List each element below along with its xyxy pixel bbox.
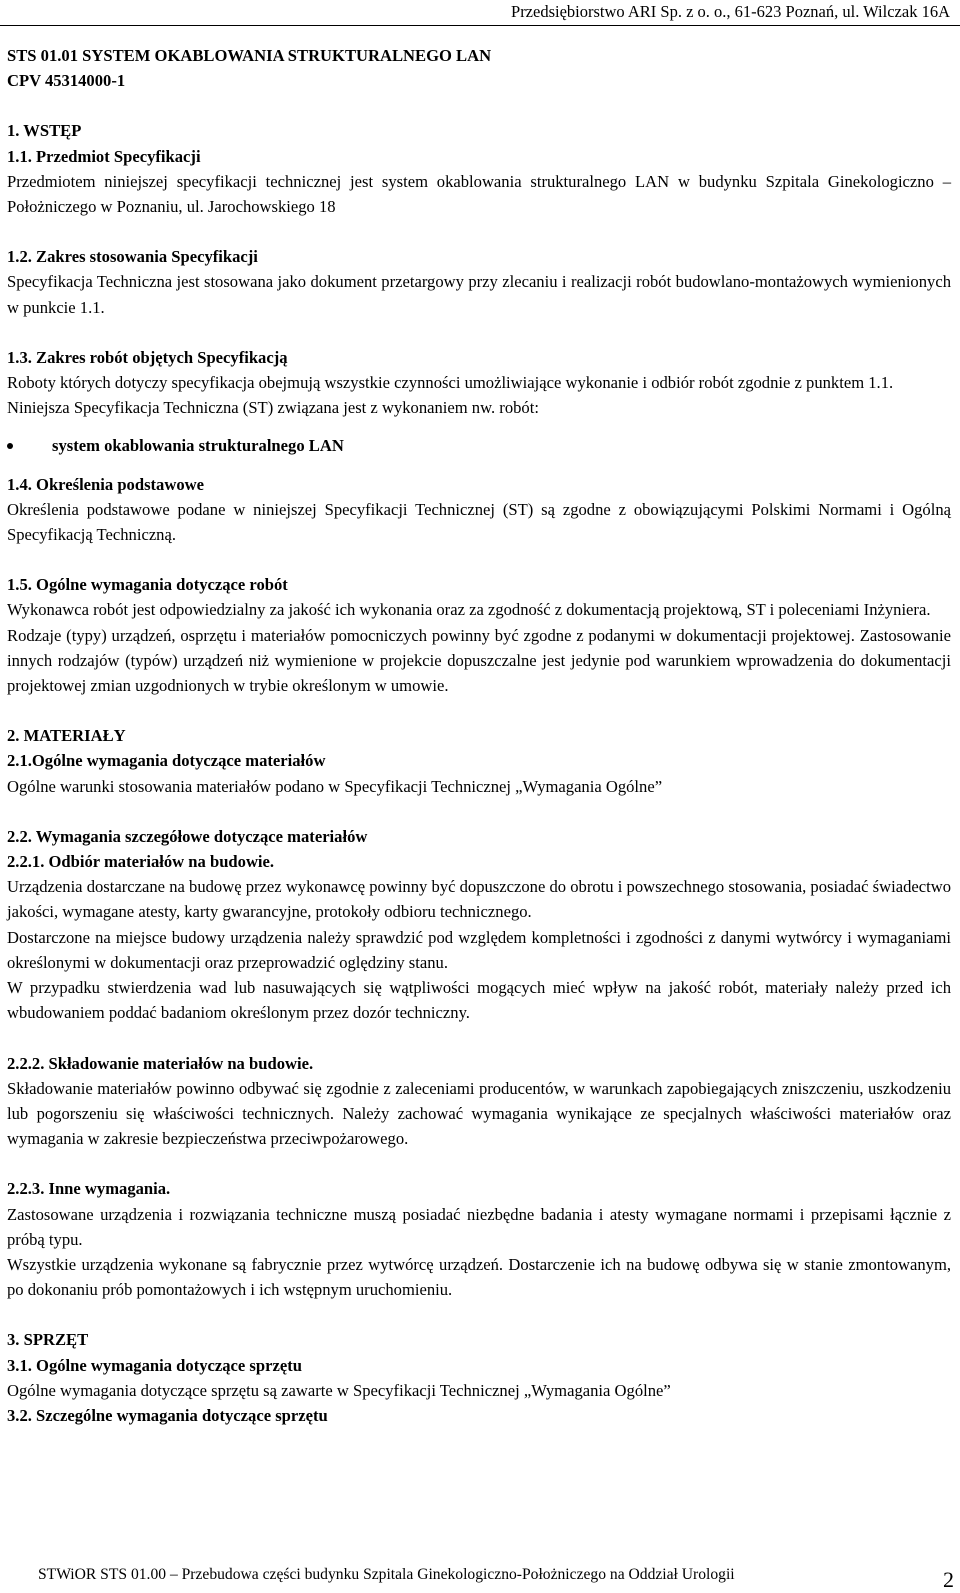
section-1-heading: 1. WSTĘP [7,121,82,141]
header-rule [0,25,960,26]
section-2-2-heading: 2.2. Wymagania szczegółowe dotyczące materiałów [7,826,368,846]
section-1-2-text: Specyfikacja Techniczna jest stosowana jako dokument przetargowy przy zlecaniu i realizacji robót budowlano-montażowych wymienionych w punkcie 1.1. [7,272,951,317]
section-2-2-3-text-2: Wszystkie urządzenia wykonane są fabrycznie przez wytwórcę urządzeń. Dostarczenie ich na budowę odbywa się w stanie zmontowanym, po dokonaniu prób pomontażowych i ich wstępnym uruchomieniu. [7,1254,951,1300]
section-1-1-heading: 1.1. Przedmiot Specyfikacji [7,146,201,166]
doc-title-line-2: CPV 45314000-1 [7,71,126,91]
bullet-text: system okablowania strukturalnego LAN [52,436,344,456]
section-1-5-text-1: Wykonawca robót jest odpowiedzialny za jakość ich wykonania oraz za zgodność z dokumentacją projektową, ST i poleceniami Inżyniera. [7,600,931,620]
section-2-2-1-text-1: Urządzenia dostarczane na budowę przez wykonawcę powinny być dopuszczone do obrotu i powszechnego stosowania, posiadać świadectwo jakości, wymagane atesty, karty gwarancyjne, protokoły odbioru technicznego. [7,877,951,922]
section-1-5-text-2: Rodzaje (typy) urządzeń, osprzętu i materiałów pomocniczych powinny być zgodne z podanymi w dokumentacji projektowej. Zastosowanie innych rodzajów (typów) urządzeń niż wymienione w projekcie dopuszczalne jest jedynie pod warunkiem wprowadzenia do dokumentacji projektowej zmian uzgodnionych w trybie określonym w umowie. [7,625,951,696]
section-1-5-heading: 1.5. Ogólne wymagania dotyczące robót [7,575,288,595]
bullet-icon [7,443,13,449]
section-1-2-heading: 1.2. Zakres stosowania Specyfikacji [7,247,258,267]
section-1-3-heading: 1.3. Zakres robót objętych Specyfikacją [7,347,288,367]
section-1-4-heading: 1.4. Określenia podstawowe [7,474,204,494]
section-2-2-1-heading: 2.2.1. Odbiór materiałów na budowie. [7,852,275,872]
page-number: 2 [943,1567,954,1592]
section-3-heading: 3. SPRZĘT [7,1330,89,1350]
section-2-2-2-heading: 2.2.2. Składowanie materiałów na budowie. [7,1053,314,1073]
section-2-1-text: Ogólne warunki stosowania materiałów podano w Specyfikacji Technicznej „Wymagania Ogólne” [7,776,663,796]
section-3-1-text: Ogólne wymagania dotyczące sprzętu są zawarte w Specyfikacji Technicznej „Wymagania Ogólne” [7,1380,671,1400]
section-2-2-3-text-1: Zastosowane urządzenia i rozwiązania techniczne muszą posiadać niezbędne badania i atesty wymagane normami i przepisami łącznie z próbą typu. [7,1204,951,1249]
section-2-1-heading: 2.1.Ogólne wymagania dotyczące materiałów [7,751,326,771]
section-3-1-heading: 3.1. Ogólne wymagania dotyczące sprzętu [7,1355,302,1375]
page-footer: STWiOR STS 01.00 – Przebudowa części budynku Szpitala Ginekologiczno-Położniczego na Oddział Urologii [38,1566,735,1583]
section-2-heading: 2. MATERIAŁY [7,726,126,746]
section-2-2-1-text-2: Dostarczone na miejsce budowy urządzenia należy sprawdzić pod względem kompletności i zgodności z danymi wytwórcy i wymaganiami określonymi w dokumentacji oraz przeprowadzić oględziny stanu. [7,927,951,972]
document-body [7,43,951,1428]
section-1-4-text: Określenia podstawowe podane w niniejszej Specyfikacji Technicznej (ST) są zgodne z obowiązującymi Polskimi Normami i Ogólną Specyfikacją Techniczną. [7,499,951,545]
section-1-3-text-1: Roboty których dotyczy specyfikacja obejmują wszystkie czynności umożliwiające wykonanie i odbiór robót zgodnie z punktem 1.1. [7,373,894,393]
doc-title-line-1: STS 01.01 SYSTEM OKABLOWANIA STRUKTURALNEGO LAN [7,46,492,65]
section-2-2-3-heading: 2.2.3. Inne wymagania. [7,1179,171,1199]
section-3-2-heading: 3.2. Szczególne wymagania dotyczące sprzętu [7,1405,328,1425]
bullet-item [7,433,951,458]
section-1-1-text: Przedmiotem niniejszej specyfikacji technicznej jest system okablowania strukturalnego LAN w budynku Szpitala Ginekologiczno – Położniczego w Poznaniu, ul. Jarochowskiego 18 [7,171,951,217]
page-header: Przedsiębiorstwo ARI Sp. z o. o., 61-623 Poznań, ul. Wilczak 16A [511,2,950,21]
section-1-3-text-2: Niniejsza Specyfikacja Techniczna (ST) związana jest z wykonaniem nw. robót: [7,398,539,418]
section-2-2-1-text-3: W przypadku stwierdzenia wad lub nasuwających się wątpliwości mogących mieć wpływ na jakość robót, materiały należy przed ich wbudowaniem poddać badaniom określonym przez dozór techniczny. [7,978,951,1023]
section-2-2-2-text: Składowanie materiałów powinno odbywać się zgodnie z zaleceniami producentów, w warunkach zapobiegających zniszczeniu, uszkodzeniu lub pogorszeniu się właściwości technicznych. Należy zachować wymagania wynikające ze specjalnych właściwości materiałów oraz wymagania w zakresie bezpieczeństwa przeciwpożarowego. [7,1078,951,1149]
